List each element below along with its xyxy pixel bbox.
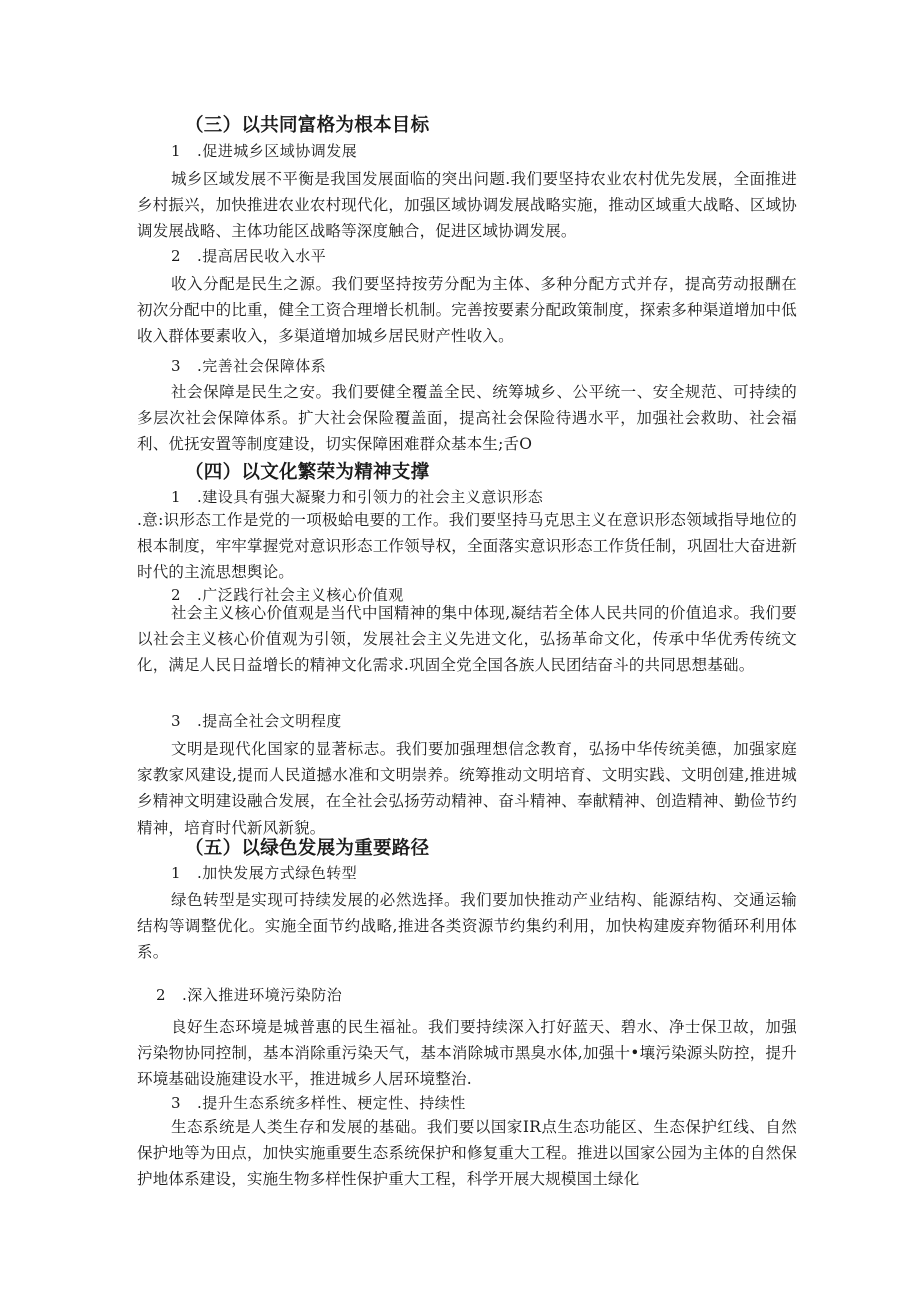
paragraph: 社会主义核心价值观是当代中国精神的集中体现,凝结若全体人民共同的价值追求。我们要以社会主义核心价值观为引领，发展社会主义先进文化，弘扬革命文化，传承中华优秀传统文化，满足人民日益增长的精神文化需求.巩固全党全国各族人民团结奋斗的共同思想基础。 <box>137 604 797 675</box>
paragraph: 收入分配是民生之源。我们要坚持按劳分配为主体、多种分配方式并存，提高劳动报酬在初次分配中的比重，健全工资合理增长机制。完善按要素分配政策制度，探索多种渠道增加中低收入群体要素收入，多渠道增加城乡居民财产性收入。 <box>137 275 797 346</box>
subsection-number: 3 <box>171 712 182 730</box>
subsection-number: 1 <box>171 488 182 506</box>
subsection-number: 3 <box>171 1094 182 1112</box>
paragraph: .意:识形态工作是党的一项极蛤电要的工作。我们要坚持马克思主义在意识形态领域指导地位的根本制度，牢牢掌握党对意识形态工作领导权，全面落实意识形态工作货任制，巩固壮大奋进新时代的主流思想舆论。 <box>137 511 797 582</box>
subsection-title-text: .提高全社会文明程度 <box>197 712 342 730</box>
subsection-title <box>171 862 357 883</box>
subsection-number: 1 <box>171 142 182 160</box>
subsection-title <box>171 355 326 376</box>
paragraph: 城乡区域发展不平衡是我国发展面临的突出问题.我们要坚持农业农村优先发展，全面推进乡村振兴，加快推进农业农村现代化，加强区域协调发展战略实施，推动区域重大战略、区域协调发展战略、主体功能区战略等深度触合，促进区域协调发展。 <box>137 170 797 241</box>
paragraph: 文明是现代化国家的显著标志。我们要加强理想信念教育，弘扬中华传统美德，加强家庭家教家风建设,提而人民道撼水准和文明崇养。统筹推动文明培育、文明实践、文明创建,推进城乡精神文明建设融合发展，在全社会弘扬劳动精神、奋斗精神、奉献精神、创造精神、勤俭节约精神，培育时代新风新貌。 <box>137 740 797 837</box>
paragraph: 生态系统是人类生存和发展的基础。我们要以国家IR点生态功能区、生态保护红线、自然保护地等为田点，加快实施重要生态系统保护和修复重大工程。推进以国家公园为主体的自然保护地体系建设，实施生物多样性保护重大工程，科学开展大规模国土绿化 <box>137 1118 797 1189</box>
subsection-title <box>171 245 326 266</box>
paragraph: 良好生态环境是城普惠的民生福祉。我们要持续深入打好蓝天、碧水、净士保卫故，加强污染物协同控制，基本消除重污染天气，基本消除城市黑臭水体,加强十•壤污染源头防控，提升环境基础设施建设水平，推进城乡人居环境整治. <box>137 1018 797 1089</box>
subsection-number: 3 <box>171 357 182 375</box>
subsection-number: 2 <box>171 586 182 604</box>
section-heading: （三）以共同富格为根本目标 <box>185 115 430 136</box>
section-heading: （四）以文化繁荣为精神支撑 <box>185 462 430 483</box>
subsection-title-text: .提升生态系统多样性、梗定性、持续性 <box>197 1094 466 1112</box>
subsection-title-text: .深入推进环境污染防治 <box>182 986 343 1004</box>
subsection-number: 2 <box>156 986 167 1004</box>
subsection-title-text: .加快发展方式绿色转型 <box>197 864 358 882</box>
subsection-title-text: .广泛践行社会主义核心价值观 <box>197 586 404 604</box>
subsection-title-text: .完善社会保障体系 <box>197 357 327 375</box>
subsection-title <box>171 140 357 161</box>
subsection-number: 2 <box>171 247 182 265</box>
subsection-title <box>171 486 543 507</box>
subsection-title-text: .促进城乡区域协调发展 <box>197 142 358 160</box>
subsection-title-text: .提高居民收入水平 <box>197 247 327 265</box>
subsection-title-text: .建设具有强大凝聚力和引领力的社会主义意识形态 <box>197 488 544 506</box>
subsection-title <box>156 984 342 1005</box>
subsection-title <box>171 1092 466 1113</box>
subsection-title <box>171 710 342 731</box>
subsection-number: 1 <box>171 864 182 882</box>
section-heading: （五）以绿色发展为重要路径 <box>185 838 430 859</box>
paragraph: 绿色转型是实现可持续发展的必然选择。我们要加快推动产业结构、能源结构、交通运输结构等调整优化。实施全面节约战略,推进各类资源节约集约利用，加快构建废弃物循环利用体系。 <box>137 891 797 962</box>
paragraph: 社会保障是民生之安。我们要健全覆盖全民、统筹城乡、公平统一、安全规范、可持续的多层次社会保障体系。扩大社会保险覆盖面，提高社会保险待遇水平，加强社会救助、社会福利、优抚安置等制度建设，切实保障困难群众基本生;舌O <box>137 383 797 454</box>
